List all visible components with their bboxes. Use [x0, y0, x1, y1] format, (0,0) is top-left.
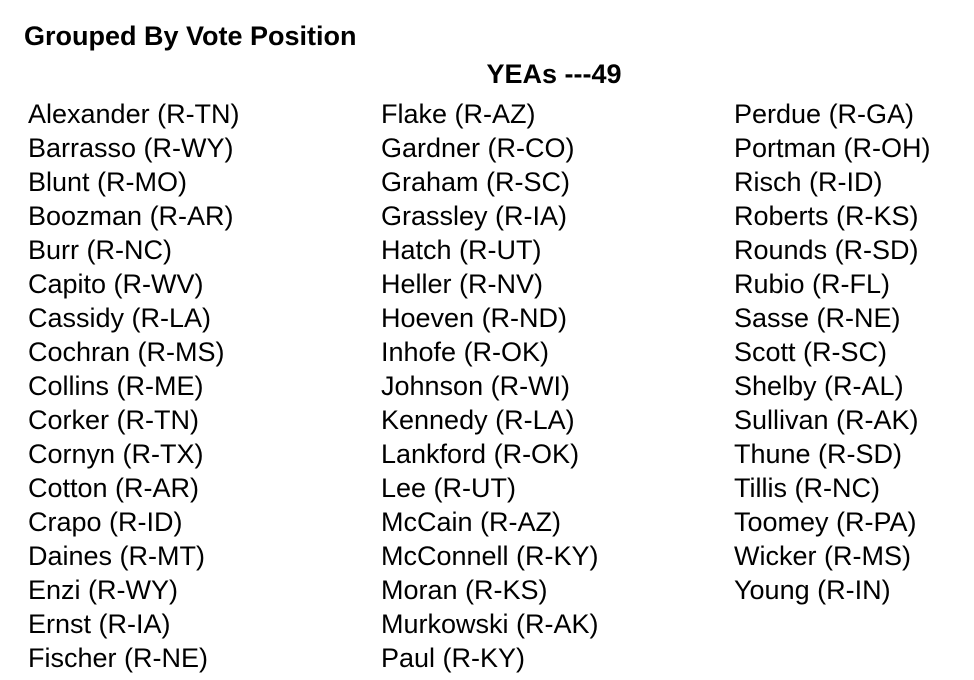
senator-entry: Crapo (R-ID) [28, 507, 183, 537]
senator-entry: Perdue (R-GA) [734, 99, 915, 129]
senator-entry: Collins (R-ME) [28, 371, 204, 401]
section-title: Grouped By Vote Position [24, 21, 357, 51]
senator-entry: Toomey (R-PA) [734, 507, 917, 537]
senator-entry: Portman (R-OH) [734, 133, 931, 163]
senator-entry: Sullivan (R-AK) [734, 405, 919, 435]
senator-entry: Hatch (R-UT) [381, 235, 542, 265]
senator-entry: Barrasso (R-WY) [28, 133, 234, 163]
senator-entry: Risch (R-ID) [734, 167, 883, 197]
senator-entry: Thune (R-SD) [734, 439, 903, 469]
senator-entry: Burr (R-NC) [28, 235, 172, 265]
senator-entry: Roberts (R-KS) [734, 201, 919, 231]
senator-entry: Daines (R-MT) [28, 541, 206, 571]
senator-entry: Blunt (R-MO) [28, 167, 188, 197]
senator-entry: Boozman (R-AR) [28, 201, 234, 231]
senator-entry: Lee (R-UT) [381, 473, 517, 503]
senator-entry: Young (R-IN) [734, 575, 891, 605]
senator-entry: Flake (R-AZ) [381, 99, 536, 129]
senator-entry: McConnell (R-KY) [381, 541, 599, 571]
senator-entry: Ernst (R-IA) [28, 609, 171, 639]
senator-column-3 [734, 97, 931, 607]
senator-entry: Wicker (R-MS) [734, 541, 911, 571]
senator-entry: Rounds (R-SD) [734, 235, 919, 265]
senator-entry: Gardner (R-CO) [381, 133, 575, 163]
senator-entry: Johnson (R-WI) [381, 371, 571, 401]
senator-entry: Kennedy (R-LA) [381, 405, 575, 435]
senator-entry: Tillis (R-NC) [734, 473, 880, 503]
senator-column-2 [381, 97, 599, 675]
senator-columns [0, 97, 974, 677]
senator-entry: Heller (R-NV) [381, 269, 543, 299]
senator-entry: McCain (R-AZ) [381, 507, 561, 537]
senator-entry: Fischer (R-NE) [28, 643, 208, 673]
senator-entry: Scott (R-SC) [734, 337, 888, 367]
senator-entry: Enzi (R-WY) [28, 575, 178, 605]
senator-entry: Rubio (R-FL) [734, 269, 891, 299]
senator-entry: Paul (R-KY) [381, 643, 526, 673]
senator-entry: Sasse (R-NE) [734, 303, 901, 333]
senator-entry: Graham (R-SC) [381, 167, 571, 197]
senator-entry: Corker (R-TN) [28, 405, 199, 435]
senator-entry: Capito (R-WV) [28, 269, 204, 299]
senator-entry: Moran (R-KS) [381, 575, 548, 605]
yeas-heading: YEAs ---49 [486, 59, 622, 89]
senator-entry: Cotton (R-AR) [28, 473, 200, 503]
senator-column-1 [28, 97, 240, 675]
senator-entry: Shelby (R-AL) [734, 371, 904, 401]
senator-entry: Cornyn (R-TX) [28, 439, 204, 469]
senator-entry: Grassley (R-IA) [381, 201, 568, 231]
senator-entry: Alexander (R-TN) [28, 99, 240, 129]
senator-entry: Inhofe (R-OK) [381, 337, 550, 367]
senator-entry: Lankford (R-OK) [381, 439, 580, 469]
senator-entry: Cochran (R-MS) [28, 337, 225, 367]
senator-entry: Hoeven (R-ND) [381, 303, 568, 333]
senator-entry: Murkowski (R-AK) [381, 609, 599, 639]
senator-entry: Cassidy (R-LA) [28, 303, 212, 333]
